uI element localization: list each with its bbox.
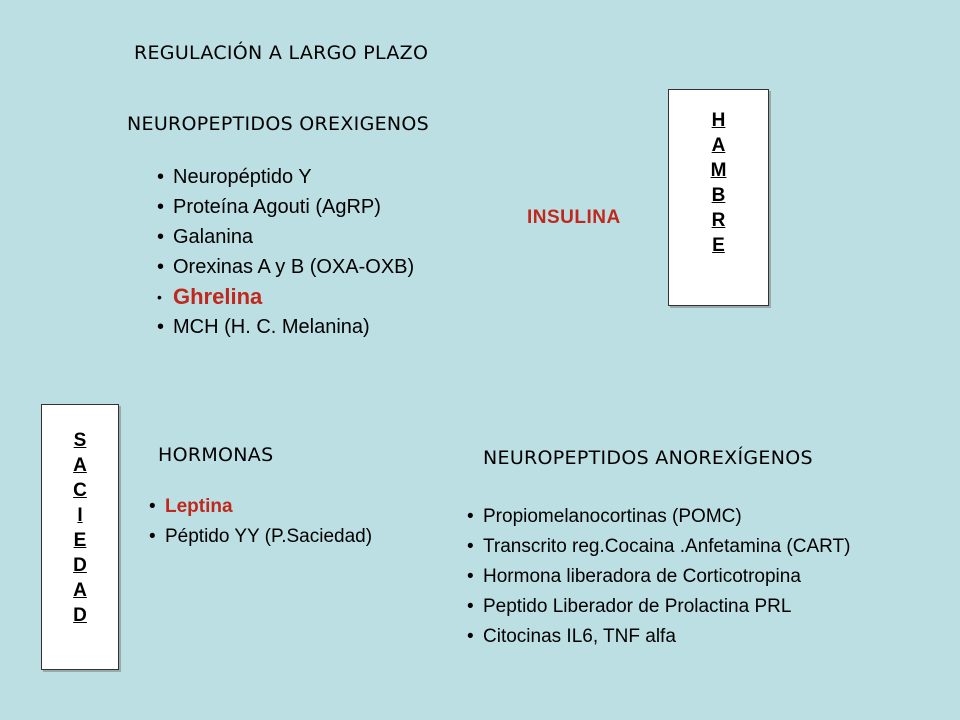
orexigenos-item-ghrelina: • Ghrelina [157,282,414,312]
anorexigenos-item: • Peptido Liberador de Prolactina PRL [467,592,850,622]
hambre-letter: R [711,210,726,231]
anorexigenos-item: • Hormona liberadora de Corticotropina [467,562,850,592]
hambre-box [668,89,769,306]
anorexigenos-item: • Citocinas IL6, TNF alfa [467,622,850,652]
hambre-letter: A [711,135,726,156]
orexigenos-item: • Orexinas A y B (OXA-OXB) [157,252,414,282]
orexigenos-item: • Proteína Agouti (AgRP) [157,192,414,222]
saciedad-letter: A [73,580,87,601]
hormonas-heading: HORMONAS [158,444,274,466]
orexigenos-item: • MCH (H. C. Melanina) [157,312,414,342]
saciedad-letter: S [73,430,87,451]
anorexigenos-item: • Transcrito reg.Cocaina .Anfetamina (CART) [467,532,850,562]
saciedad-letter: E [73,530,87,551]
anorexigenos-item: • Propiomelanocortinas (POMC) [467,502,850,532]
hambre-letter: E [712,235,725,256]
hormonas-item: • Péptido YY (P.Saciedad) [149,522,372,552]
saciedad-letter: D [73,555,87,576]
saciedad-letter: D [73,605,87,626]
saciedad-letters [42,405,118,628]
hambre-letter: B [711,185,726,206]
insulina-label: INSULINA [527,207,621,228]
hormonas-item-leptina: • Leptina [149,492,372,522]
hambre-letters [669,90,768,258]
saciedad-letter: C [73,480,87,501]
anorexigenos-heading: NEUROPEPTIDOS ANOREXÍGENOS [483,447,813,469]
anorexigenos-list [467,502,850,652]
saciedad-box [41,404,119,670]
hormonas-list [149,492,372,552]
saciedad-letter: I [77,505,83,526]
orexigenos-list [157,162,414,342]
orexigenos-item: • Galanina [157,222,414,252]
page-title: REGULACIÓN A LARGO PLAZO [134,42,429,64]
saciedad-letter: A [73,455,87,476]
orexigenos-item: • Neuropéptido Y [157,162,414,192]
hambre-letter: H [711,110,726,131]
hambre-letter: M [710,160,727,181]
orexigenos-heading: NEUROPEPTIDOS OREXIGENOS [127,113,430,135]
